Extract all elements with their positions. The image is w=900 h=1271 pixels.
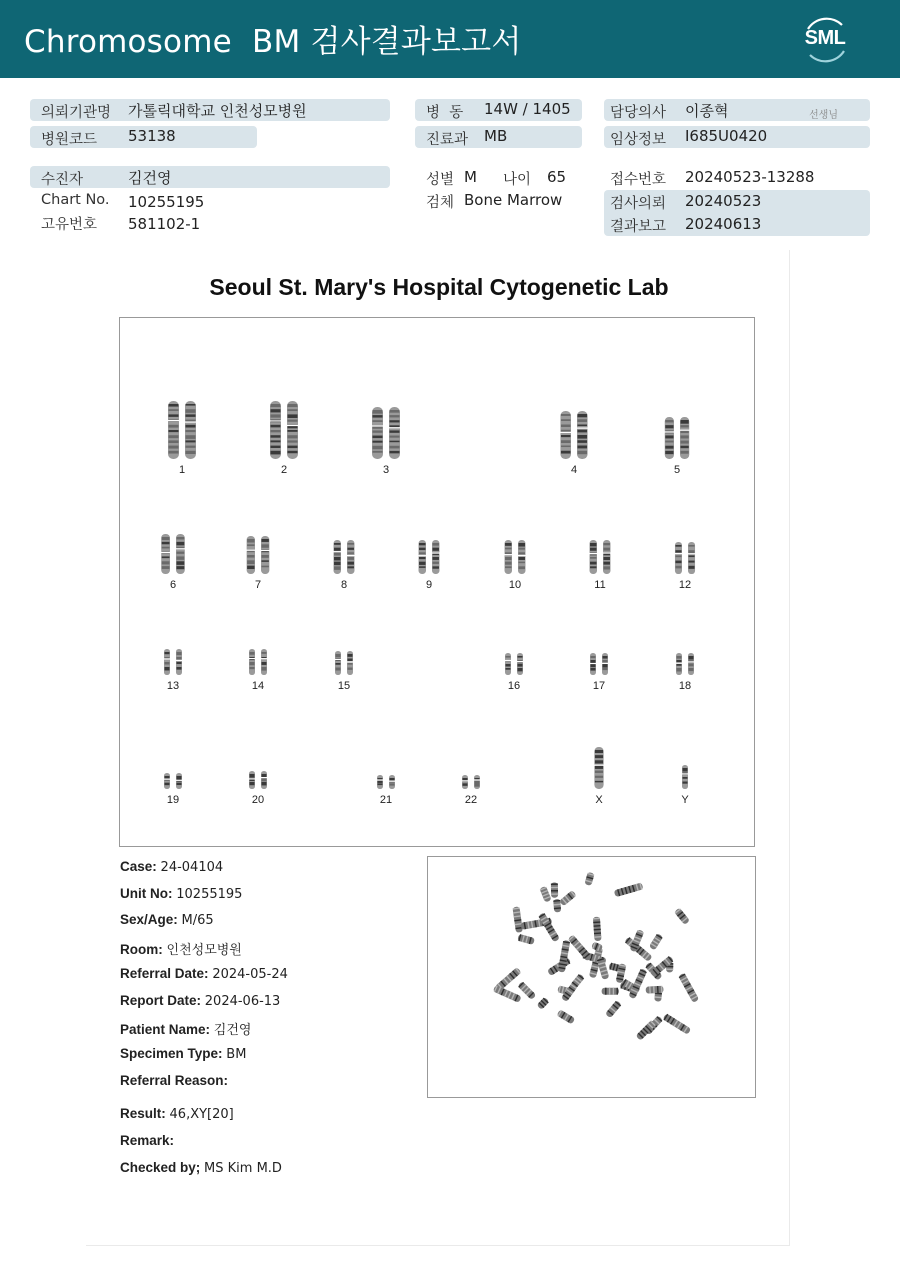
referral-date-value: 2024-05-24 xyxy=(212,967,288,982)
metaphase-chromosome xyxy=(614,882,644,897)
dept-value: MB xyxy=(484,127,508,145)
chromosome-label-X: X xyxy=(595,794,603,806)
clinical-value: I685U0420 xyxy=(685,127,768,145)
case-row xyxy=(120,859,223,875)
age-label: 나이 xyxy=(503,172,532,188)
request-label: 검사의뢰 xyxy=(610,196,667,212)
metaphase-chromosome xyxy=(597,957,610,980)
doctor-suffix: 선생님 xyxy=(809,110,838,121)
chromosome-label-18: 18 xyxy=(678,680,692,692)
metaphase-chromosome xyxy=(493,985,522,1003)
karyotype-panel xyxy=(119,317,755,847)
report-label: 결과보고 xyxy=(610,219,667,235)
referral-date-row xyxy=(120,966,288,982)
chromosome-label-13: 13 xyxy=(166,680,180,692)
doctor-value: 이종혁 xyxy=(685,102,729,120)
metaphase-chromosome xyxy=(553,899,561,913)
sexage-row xyxy=(120,912,214,928)
metaphase-chromosome xyxy=(568,935,593,962)
chromosome-pair-7 xyxy=(246,536,270,574)
unique-value: 581102-1 xyxy=(128,215,201,233)
chromosome-pair-3 xyxy=(372,407,401,459)
case-value: 24-04104 xyxy=(160,860,224,875)
metaphase-chromosome xyxy=(584,872,594,886)
specimen-value: Bone Marrow xyxy=(464,191,563,209)
report-date-row xyxy=(120,993,280,1009)
room-value: 인천성모병원 xyxy=(166,943,242,958)
chromosome-label-19: 19 xyxy=(166,794,180,806)
metaphase-chromosome xyxy=(539,886,551,903)
chromosome-label-10: 10 xyxy=(508,579,522,591)
remark-row xyxy=(120,1133,174,1149)
chromosome-label-22: 22 xyxy=(464,794,478,806)
ward-value: 14W / 1405 xyxy=(484,100,571,118)
chromosome-pair-14 xyxy=(249,649,268,675)
metaphase-panel xyxy=(427,856,756,1098)
chromosome-label-2: 2 xyxy=(280,464,288,476)
chromosome-pair-8 xyxy=(333,540,355,574)
sex-label: 성별 xyxy=(426,172,455,188)
chart-label: Chart No. xyxy=(41,192,110,208)
chromosome-label-15: 15 xyxy=(337,680,351,692)
chromosome-label-Y: Y xyxy=(681,794,689,806)
doctor-label: 담당의사 xyxy=(610,105,667,121)
metaphase-chromosome xyxy=(537,997,550,1010)
receipt-value: 20240523-13288 xyxy=(685,168,815,186)
metaphase-chromosome xyxy=(517,934,535,945)
metaphase-chromosome xyxy=(605,1000,622,1018)
chromosome-pair-21 xyxy=(377,775,396,789)
chromosome-pair-2 xyxy=(270,401,299,459)
chromosome-label-8: 8 xyxy=(340,579,348,591)
result-label: Result: xyxy=(120,1106,166,1121)
institution-value: 가톨릭대학교 인천성모병원 xyxy=(128,102,307,120)
age-value: 65 xyxy=(547,168,567,186)
referral-date-label: Referral Date: xyxy=(120,966,209,981)
chromosome-label-4: 4 xyxy=(570,464,578,476)
metaphase-chromosome xyxy=(559,890,577,906)
metaphase-chromosome xyxy=(663,1013,692,1035)
remark-label: Remark: xyxy=(120,1133,175,1148)
result-value: 46,XY[20] xyxy=(169,1107,234,1122)
chromosome-pair-4 xyxy=(560,411,588,459)
chromosome-label-21: 21 xyxy=(379,794,393,806)
chromosome-pair-22 xyxy=(462,775,481,789)
metaphase-chromosome xyxy=(557,1009,576,1024)
metaphase-chromosome xyxy=(674,908,690,925)
chromosome-pair-10 xyxy=(504,540,526,574)
chromosome-pair-1 xyxy=(168,401,197,459)
chromosome-pair-16 xyxy=(505,653,524,675)
chromosome-label-17: 17 xyxy=(592,680,606,692)
chromosome-pair-Y xyxy=(682,765,689,789)
specimen-type-label: Specimen Type: xyxy=(120,1046,223,1061)
chromosome-label-5: 5 xyxy=(673,464,681,476)
dept-label: 진료과 xyxy=(426,132,469,148)
patient-label: 수진자 xyxy=(41,172,84,188)
institution-label: 의뢰기관명 xyxy=(41,105,112,121)
checked-label: Checked by; xyxy=(120,1160,201,1175)
patient-name-value: 김건영 xyxy=(213,1023,252,1038)
patient-bar xyxy=(30,166,390,188)
specimen-type-value: BM xyxy=(226,1047,247,1062)
chromosome-pair-6 xyxy=(161,534,186,574)
chromosome-label-9: 9 xyxy=(425,579,433,591)
referral-reason-row xyxy=(120,1073,228,1089)
chromosome-pair-13 xyxy=(164,649,183,675)
result-row xyxy=(120,1106,234,1122)
chromosome-pair-9 xyxy=(418,540,440,574)
metaphase-chromosome xyxy=(649,933,663,950)
chromosome-label-20: 20 xyxy=(251,794,265,806)
unique-label: 고유번호 xyxy=(41,217,98,233)
ward-label: 병 동 xyxy=(426,105,464,121)
metaphase-chromosome xyxy=(646,986,664,994)
logo-text: SML xyxy=(804,27,846,49)
report-value: 20240613 xyxy=(685,215,762,233)
checked-value: MS Kim M.D xyxy=(204,1161,282,1176)
metaphase-chromosome xyxy=(538,912,560,942)
chromosome-label-14: 14 xyxy=(251,680,265,692)
metaphase-chromosome xyxy=(551,882,558,897)
checked-row xyxy=(120,1160,282,1176)
hospital-code-label: 병원코드 xyxy=(41,132,98,148)
chromosome-pair-17 xyxy=(590,653,609,675)
chromosome-label-6: 6 xyxy=(169,579,177,591)
chromosome-label-12: 12 xyxy=(678,579,692,591)
unit-value: 10255195 xyxy=(176,887,243,902)
unit-row xyxy=(120,886,242,902)
chromosome-label-3: 3 xyxy=(382,464,390,476)
specimen-label: 검체 xyxy=(426,195,455,211)
chromosome-pair-12 xyxy=(674,542,695,574)
chromosome-label-11: 11 xyxy=(594,579,606,591)
karyotype-image xyxy=(120,318,754,846)
patient-value: 김건영 xyxy=(128,169,172,187)
metaphase-image xyxy=(428,857,755,1097)
chromosome-label-16: 16 xyxy=(507,680,521,692)
metaphase-chromosome xyxy=(558,940,570,973)
room-row xyxy=(120,939,242,958)
metaphase-chromosome xyxy=(593,917,602,942)
receipt-label: 접수번호 xyxy=(610,172,667,188)
report-date-label: Report Date: xyxy=(120,993,202,1008)
specimen-type-row xyxy=(120,1046,246,1062)
patient-name-label: Patient Name: xyxy=(120,1022,211,1037)
request-value: 20240523 xyxy=(685,192,762,210)
sexage-value: M/65 xyxy=(181,913,214,928)
metaphase-chromosome xyxy=(602,988,619,995)
report-title: Chromosome BM 검사결과보고서 xyxy=(24,24,522,60)
referral-reason-label: Referral Reason: xyxy=(120,1073,229,1088)
room-label: Room: xyxy=(120,942,163,957)
chromosome-label-7: 7 xyxy=(254,579,262,591)
chromosome-pair-19 xyxy=(164,773,183,789)
clinical-label: 임상정보 xyxy=(610,132,667,148)
chart-value: 10255195 xyxy=(128,193,205,211)
report-date-value: 2024-06-13 xyxy=(204,994,281,1009)
sex-value: M xyxy=(464,168,477,186)
metaphase-chromosome xyxy=(678,973,699,1003)
chromosome-pair-15 xyxy=(335,651,354,675)
metaphase-chromosome xyxy=(512,906,523,932)
chromosome-pair-X xyxy=(594,747,604,789)
sml-logo xyxy=(798,13,852,67)
patient-name-row xyxy=(120,1019,251,1038)
chromosome-pair-20 xyxy=(249,771,268,789)
chromosome-pair-18 xyxy=(676,653,695,675)
lab-title: Seoul St. Mary's Hospital Cytogenetic Lab xyxy=(209,274,669,300)
chromosome-pair-11 xyxy=(589,540,611,574)
sexage-label: Sex/Age: xyxy=(120,912,178,927)
unit-label: Unit No: xyxy=(120,886,173,901)
case-label: Case: xyxy=(120,859,157,874)
chromosome-pair-5 xyxy=(664,417,689,459)
chromosome-label-1: 1 xyxy=(178,464,186,476)
hospital-code-value: 53138 xyxy=(128,127,176,145)
report-header xyxy=(0,0,900,78)
